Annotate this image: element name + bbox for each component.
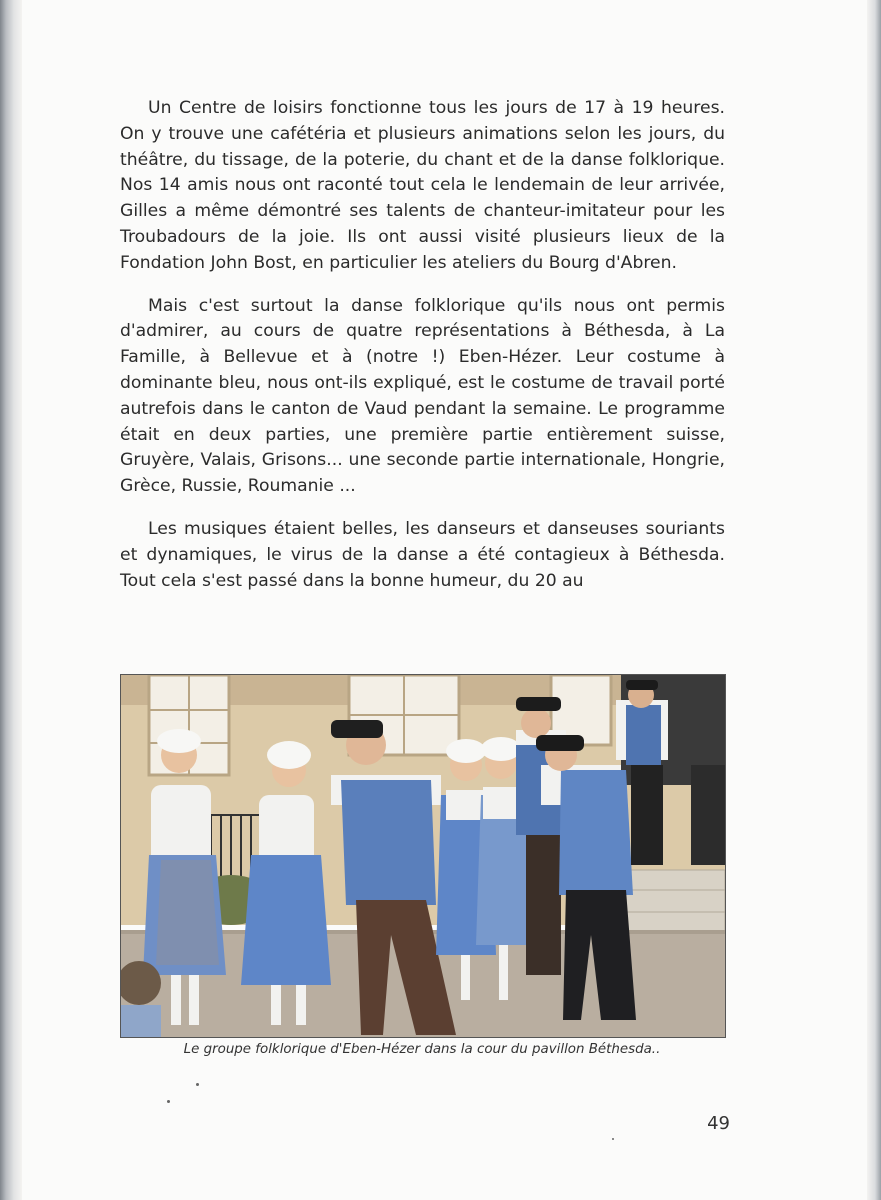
paragraph-2: Mais c'est surtout la danse folklorique qu'ils nous ont permis d'admirer, au cours de quatre représentations à Béthesda, à La Famille, à Bellevue et à (notre !) Eben-Hézer. Leur costume à dominante bleu, nous ont-ils expliqué, est le costume de travail porté autrefois dans le canton de Vaud pendant la semaine. Le programme était en deux parties, une première partie entièrement suisse, Gruyère, Valais, Grisons... une seconde partie internationale, Hongrie, Grèce, Russie, Roumanie ... [120, 295, 725, 497]
speck [167, 1100, 170, 1103]
speck [196, 1083, 199, 1086]
folk-dance-photo [120, 674, 726, 1038]
page-edge-left [0, 0, 22, 1200]
speck [612, 1138, 614, 1140]
paragraph-1: Un Centre de loisirs fonctionne tous les jours de 17 à 19 heures. On y trouve une cafétéria et plusieurs animations selon les jours, du théâtre, du tissage, de la poterie, du chant et de la danse folklorique. Nos 14 amis nous ont raconté tout cela le lendemain de leur arrivée, Gilles a même démontré ses talents de chanteur-imitateur pour les Troubadours de la joie. Ils ont aussi visité plusieurs lieux de la Fondation John Bost, en particulier les ateliers du Bourg d'Abren. [120, 98, 725, 273]
page-number: 49 [707, 1113, 730, 1134]
page-edge-right [867, 0, 881, 1200]
paragraph-3: Les musiques étaient belles, les danseurs et danseuses souriants et dynamiques, le virus de la danse a été contagieux à Béthesda. Tout cela s'est passé dans la bonne humeur, du 20 au [120, 518, 725, 591]
photo-caption: Le groupe folklorique d'Eben-Hézer dans la cour du pavillon Béthesda.. [183, 1042, 661, 1057]
article-body [120, 96, 725, 611]
